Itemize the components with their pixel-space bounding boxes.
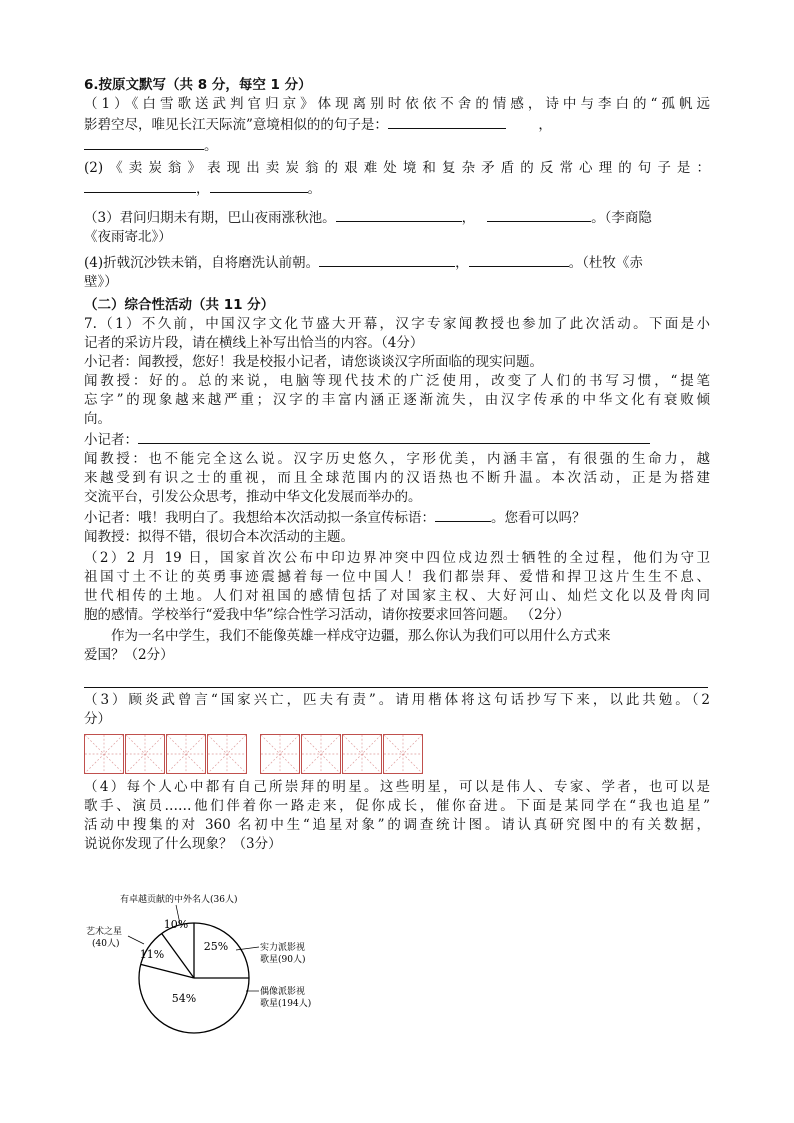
slogan-end: 。您看可以吗？ [491,510,586,526]
section2-title: （二）综合性活动（共 11 分） [84,297,275,313]
punct: 。（杜牧《赤 [568,255,643,271]
pie-label-idol-1: 偶像派影视 [260,987,306,997]
pie-percent-label: 54% [171,992,197,1005]
pie-label-idol-2: 歌星(194人) [260,999,312,1009]
q7-4-line3: 活动中搜集的对 360 名初中生“追星对象”的调查统计图。请认真研究图中的有关数据， [84,817,710,833]
q6-2-line2 [84,178,710,199]
q7-2-line2: 祖国寸土不让的英勇事迹震撼着每一位中国人！我们都崇拜、爱惜和捍卫这片生生不息、 [84,569,710,585]
dialogue-2c: 向。 [84,411,111,427]
q7-4-line4: 说说你发现了什么现象？（3分） [84,836,282,852]
punct: 。（李商隐 [591,210,652,226]
pie-label-famous: 有卓越贡献的中外名人(36人) [120,895,238,905]
answer-blank[interactable] [138,429,650,444]
answer-blank[interactable] [469,252,569,267]
dialogue-2a: 闻教授：好的。总的来说，电脑等现代技术的广泛使用，改变了人们的书写习惯，“提笔 [84,373,710,389]
q7-intro-1: 7.（1）不久前，中国汉字文化节盛大开幕，汉字专家闻教授也参加了此次活动。下面是小 [84,316,710,332]
pie-label-art-2: (40人) [92,939,120,949]
punct: 。 [204,138,218,154]
punct: ， [461,210,476,226]
punct: ， [538,117,552,133]
q6-4-line1 [84,252,710,273]
dialogue-5 [84,507,710,528]
q7-4-line1: （4）每个人心中都有自己所崇拜的明星。这些明星，可以是伟人、专家、学者，也可以是 [84,779,710,795]
dialogue-6: 闻教授：拟得不错，很切合本次活动的主题。 [84,529,354,545]
q7-4-line2: 歌手、演员……他们伴着你一路走来，促你成长，催你奋进。下面是某同学在“我也追星” [84,798,710,814]
writing-cell[interactable] [84,734,124,774]
pie-percent-label: 11% [139,948,165,961]
writing-cell[interactable] [125,734,165,774]
answer-blank[interactable] [336,207,462,222]
punct: ， [196,181,210,197]
pie-leader-line [128,936,144,944]
q6-1-line2 [84,114,710,135]
answer-blank[interactable] [435,507,491,522]
writing-cell[interactable] [301,734,341,774]
q7-3-line2: 分） [84,711,111,727]
calligraphy-grid [84,734,710,774]
q7-2-line1: （2）2 月 19 日，国家首次公布中印边界冲突中四位戍边烈士牺牲的全过程，他们为守卫 [84,550,710,566]
slogan-text: 小记者：哦！我明白了。我想给本次活动拟一条宣传标语： [84,510,435,526]
q7-2-line3: 世代相传的土地。人们对祖国的感情包括了对国家主权、大好河山、灿烂文化以及骨肉同 [84,588,710,604]
answer-blank[interactable] [388,114,506,129]
writing-cell[interactable] [383,734,423,774]
q6-1-line3 [84,135,710,156]
answer-blank[interactable] [319,252,455,267]
q6-3-line1 [84,207,710,228]
writing-cell[interactable] [260,734,300,774]
q6-4-text: (4)折戟沉沙铁未销，自将磨洗认前朝。 [84,255,320,271]
answer-blank[interactable] [487,207,591,222]
q6-3-line2: 《夜雨寄北》） [84,229,172,245]
pie-percent-label: 25% [203,940,229,953]
q6-1-line1: （1）《白雪歌送武判官归京》体现离别时依依不舍的情感，诗中与李白的“孤帆远 [84,96,710,112]
answer-line[interactable] [84,671,708,688]
writing-cell[interactable] [342,734,382,774]
reporter-label: 小记者： [84,432,138,448]
dialogue-1: 小记者：闻教授，您好！我是校报小记者，请您谈谈汉字所面临的现实问题。 [84,354,543,370]
q7-2-question-2: 爱国？（2分） [84,647,174,663]
dialogue-4c: 交流平台，引发公众思考，推动中华文化发展而举办的。 [84,489,422,505]
pie-chart [84,878,364,1038]
answer-blank[interactable] [84,135,204,150]
q6-1-text: 影碧空尽，唯见长江天际流”意境相似的的句子是： [84,117,388,133]
dialogue-3 [84,429,710,450]
answer-blank[interactable] [84,178,196,193]
q7-intro-2: 记者的采访片段，请在横线上补写出恰当的内容。（4分） [84,335,424,351]
q6-2-line1: (2)《卖炭翁》表现出卖炭翁的艰难处境和复杂矛盾的反常心理的句子是： [84,160,710,176]
pie-label-actor-2: 歌星(90人) [260,955,306,965]
dialogue-4a: 闻教授：也不能完全这么说。汉字历史悠久，字形优美，内涵丰富，有很强的生命力，越 [84,451,710,467]
q6-3-text: （3）君问归期未有期，巴山夜雨涨秋池。 [84,210,336,226]
writing-cell[interactable] [166,734,206,774]
pie-percent-label: 10% [163,918,189,931]
q7-2-question-1: 作为一名中学生，我们不能像英雄一样戍守边疆，那么你认为我们可以用什么方式来 [111,628,611,644]
q7-2-line4: 胞的感情。学校举行“爱我中华”综合性学习活动，请你按要求回答问题。 （2分） [84,607,570,623]
dialogue-2b: 忘字”的现象越来越严重；汉字的丰富内涵正逐渐流失，由汉字传承的中华文化有衰败倾 [84,392,710,408]
answer-blank[interactable] [210,178,308,193]
pie-label-art-1: 艺术之星 [86,927,123,937]
punct: 。 [307,181,321,197]
dialogue-4b: 来越受到有识之士的重视，而且全球范围内的汉语热也不断升温。本次活动，正是为搭建 [84,470,710,486]
q6-4-line2: 壁》） [84,274,118,290]
q6-title: 6.按原文默写（共 8 分，每空 1 分） [84,77,312,93]
q7-3-line1: （3）顾炎武曾言“国家兴亡，匹夫有责”。请用楷体将这句话抄写下来，以此共勉。（2 [84,692,710,708]
exam-page [84,76,710,854]
pie-chart-svg [84,878,364,1038]
writing-cell[interactable] [207,734,247,774]
pie-label-actor-1: 实力派影视 [260,943,306,953]
punct: ， [455,255,469,271]
